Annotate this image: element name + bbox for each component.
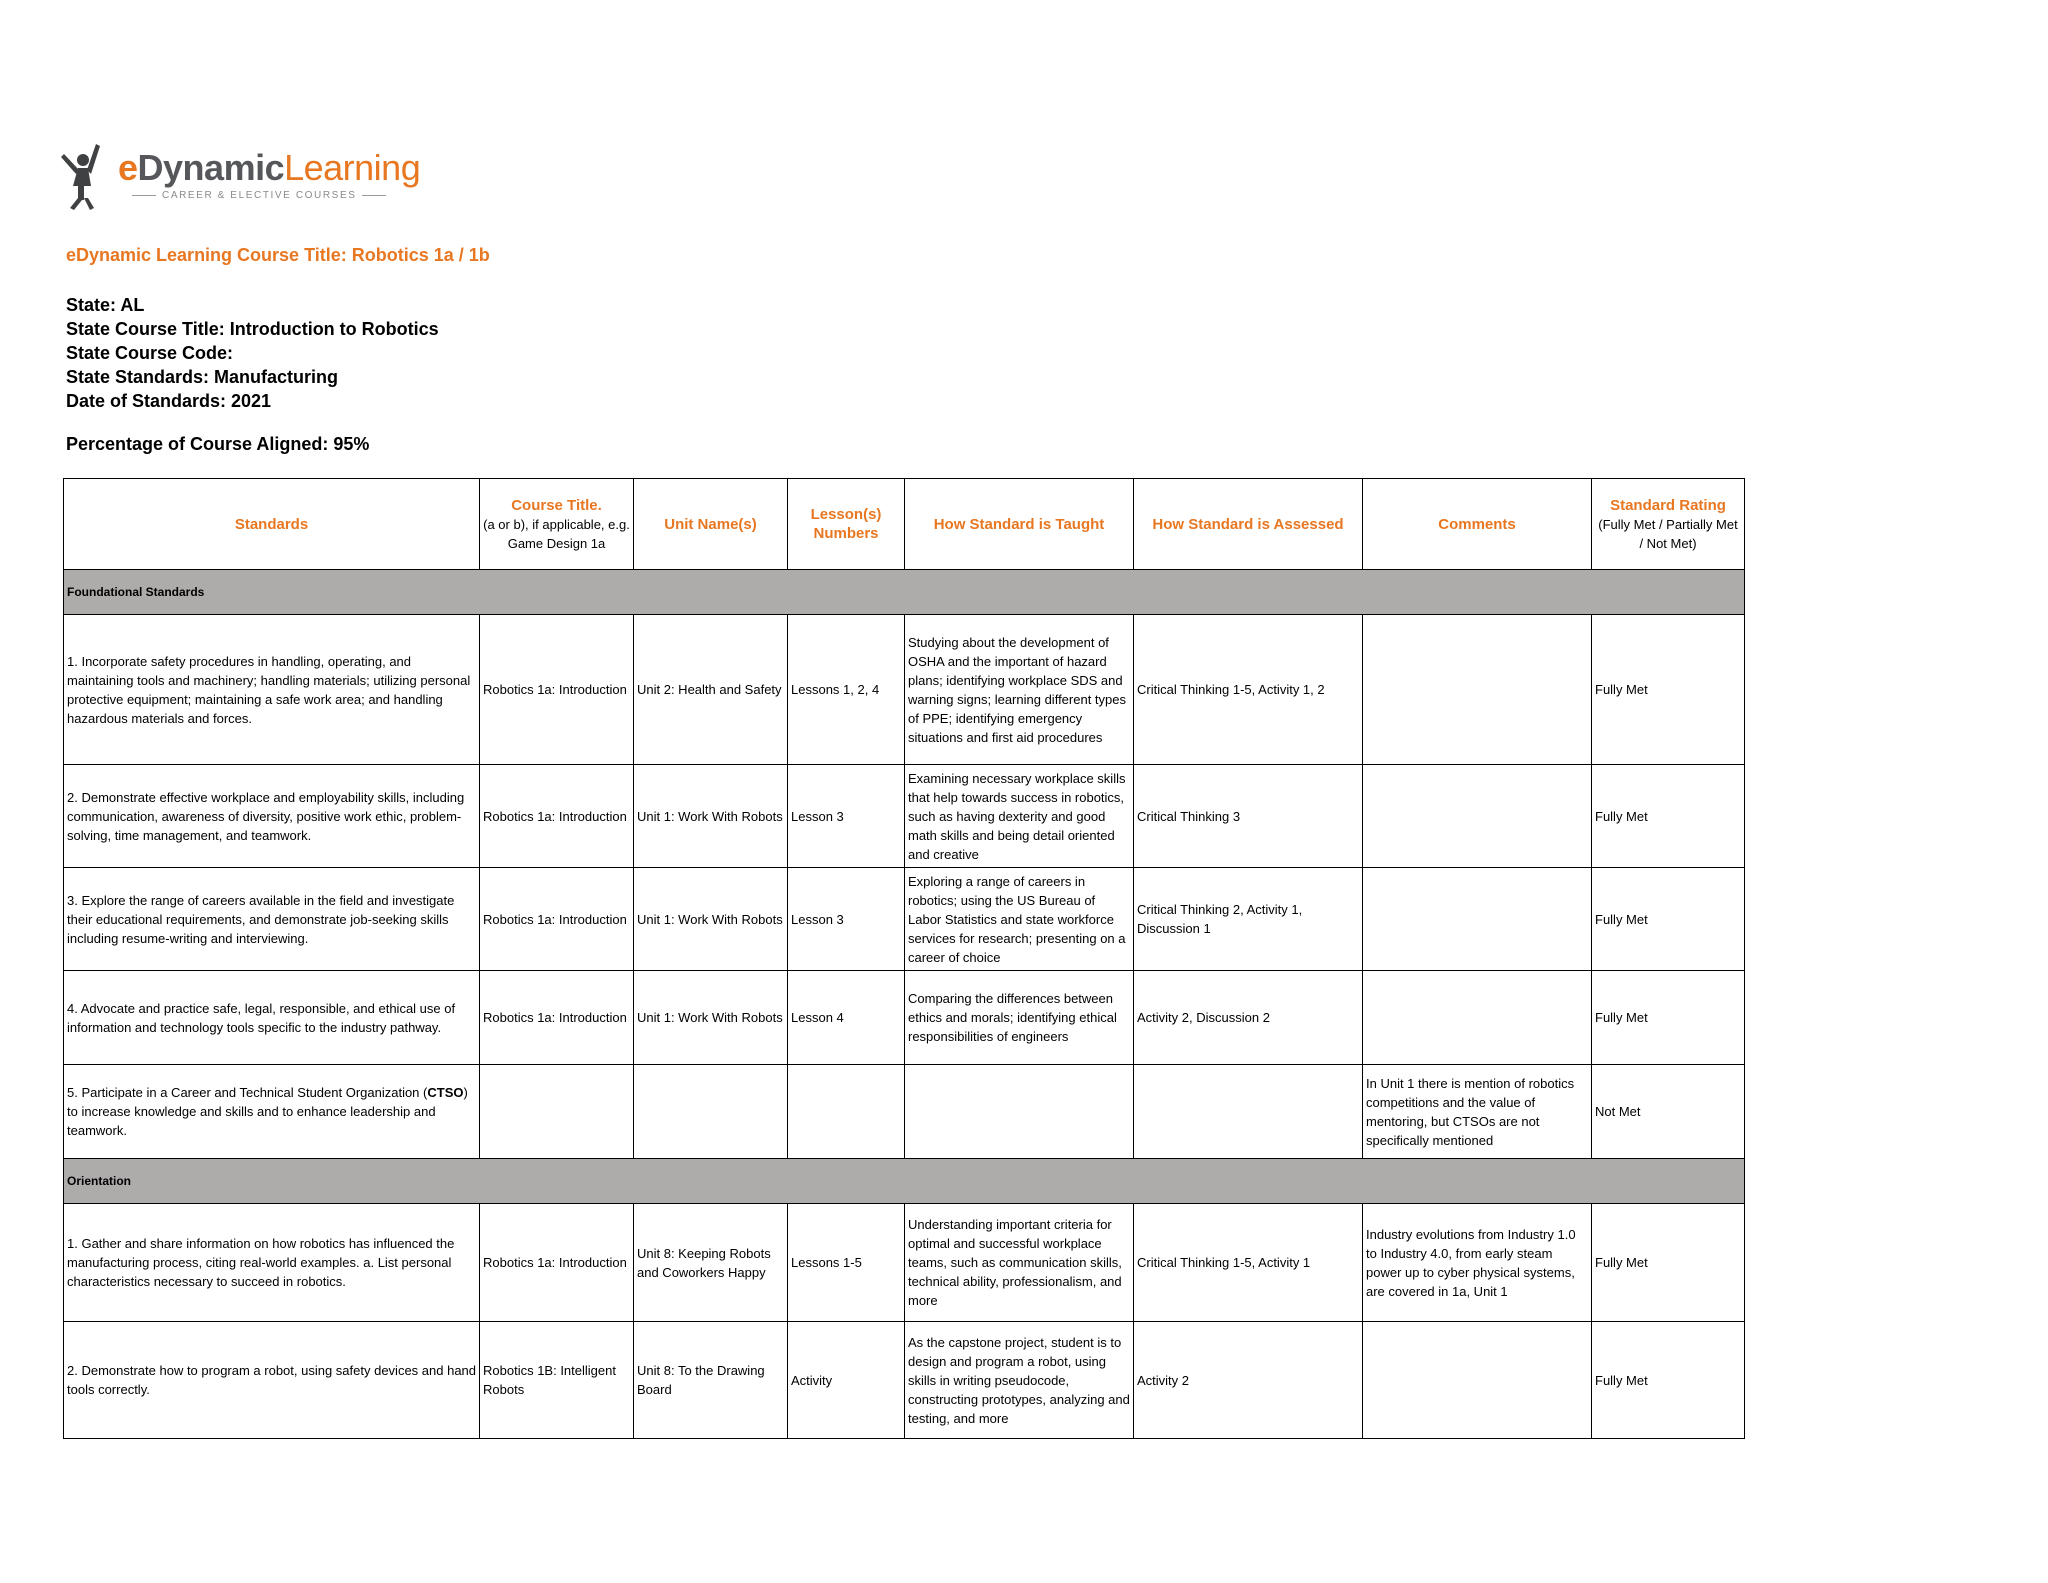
standard-cell: 1. Gather and share information on how robotics has influenced the manufacturing process, citing real-world examples. a. List personal characteristics necessary to succeed in robotics. xyxy=(64,1204,480,1322)
table-row xyxy=(64,615,1745,765)
rating-cell: Fully Met xyxy=(1592,1204,1745,1322)
rating-cell: Fully Met xyxy=(1592,615,1745,765)
lessons-cell: Lesson 4 xyxy=(788,971,905,1065)
course-title: eDynamic Learning Course Title: Robotics 1a / 1b xyxy=(66,245,490,265)
rating-cell: Fully Met xyxy=(1592,1322,1745,1439)
header-lessons: Lesson(s) Numbers xyxy=(788,479,905,570)
lessons-cell: Activity xyxy=(788,1322,905,1439)
header-how-assessed: How Standard is Assessed xyxy=(1134,479,1363,570)
table-row xyxy=(64,765,1745,868)
taught-cell: As the capstone project, student is to design and program a robot, using skills in writing pseudocode, constructing prototypes, analyzing and testing, and more xyxy=(905,1322,1134,1439)
assessed-cell: Critical Thinking 1-5, Activity 1 xyxy=(1134,1204,1363,1322)
header-unit-names: Unit Name(s) xyxy=(634,479,788,570)
course-meta xyxy=(66,293,439,413)
table-row xyxy=(64,1322,1745,1439)
comments-cell xyxy=(1363,971,1592,1065)
unit-cell: Unit 1: Work With Robots xyxy=(634,868,788,971)
section-title: Foundational Standards xyxy=(64,570,1745,615)
logo-tagline: CAREER & ELECTIVE COURSES xyxy=(126,190,392,201)
rating-cell: Not Met xyxy=(1592,1065,1745,1159)
standard-cell: 5. Participate in a Career and Technical Student Organization (CTSO) to increase knowledge and skills and to enhance leadership and teamwork. xyxy=(64,1065,480,1159)
assessed-cell: Activity 2 xyxy=(1134,1322,1363,1439)
course-cell: Robotics 1B: Intelligent Robots xyxy=(480,1322,634,1439)
standard-cell: 1. Incorporate safety procedures in handling, operating, and maintaining tools and machinery; handling materials; utilizing personal protective equipment; maintaining a safe work area; and handling hazardous materials and forces. xyxy=(64,615,480,765)
unit-cell: Unit 1: Work With Robots xyxy=(634,971,788,1065)
taught-cell: Comparing the differences between ethics and morals; identifying ethical responsibilities of engineers xyxy=(905,971,1134,1065)
standard-cell: 4. Advocate and practice safe, legal, responsible, and ethical use of information and technology tools specific to the industry pathway. xyxy=(64,971,480,1065)
lessons-cell xyxy=(788,1065,905,1159)
course-cell: Robotics 1a: Introduction xyxy=(480,765,634,868)
course-cell: Robotics 1a: Introduction xyxy=(480,868,634,971)
course-cell xyxy=(480,1065,634,1159)
logo-wordmark: eDynamicLearning xyxy=(118,147,421,188)
assessed-cell: Critical Thinking 1-5, Activity 1, 2 xyxy=(1134,615,1363,765)
standard-cell: 2. Demonstrate how to program a robot, using safety devices and hand tools correctly. xyxy=(64,1322,480,1439)
standards-table xyxy=(63,478,1745,1439)
taught-cell xyxy=(905,1065,1134,1159)
section-row-orientation xyxy=(64,1159,1745,1204)
lessons-cell: Lessons 1-5 xyxy=(788,1204,905,1322)
taught-cell: Understanding important criteria for optimal and successful workplace teams, such as communication skills, technical ability, professionalism, and more xyxy=(905,1204,1134,1322)
unit-cell: Unit 1: Work With Robots xyxy=(634,765,788,868)
table-row xyxy=(64,868,1745,971)
standard-cell: 2. Demonstrate effective workplace and employability skills, including communication, awareness of diversity, positive work ethic, problem-solving, time management, and teamwork. xyxy=(64,765,480,868)
rating-cell: Fully Met xyxy=(1592,765,1745,868)
course-cell: Robotics 1a: Introduction xyxy=(480,615,634,765)
assessed-cell xyxy=(1134,1065,1363,1159)
header-course-title: Course Title. (a or b), if applicable, e.g. Game Design 1a xyxy=(480,479,634,570)
figure-logo-icon xyxy=(58,142,108,212)
assessed-cell: Critical Thinking 3 xyxy=(1134,765,1363,868)
lessons-cell: Lessons 1, 2, 4 xyxy=(788,615,905,765)
header-how-taught: How Standard is Taught xyxy=(905,479,1134,570)
comments-cell xyxy=(1363,615,1592,765)
unit-cell: Unit 8: To the Drawing Board xyxy=(634,1322,788,1439)
comments-cell xyxy=(1363,1322,1592,1439)
taught-cell: Studying about the development of OSHA and the important of hazard plans; identifying workplace SDS and warning signs; learning different types of PPE; identifying emergency situations and first aid procedures xyxy=(905,615,1134,765)
course-cell: Robotics 1a: Introduction xyxy=(480,1204,634,1322)
state: State: AL xyxy=(66,295,145,315)
table-row xyxy=(64,1065,1745,1159)
lessons-cell: Lesson 3 xyxy=(788,868,905,971)
table-row xyxy=(64,1204,1745,1322)
comments-cell xyxy=(1363,765,1592,868)
comments-cell: Industry evolutions from Industry 1.0 to Industry 4.0, from early steam power up to cyber physical systems, are covered in 1a, Unit 1 xyxy=(1363,1204,1592,1322)
rating-cell: Fully Met xyxy=(1592,868,1745,971)
taught-cell: Examining necessary workplace skills that help towards success in robotics, such as having dexterity and good math skills and being detail oriented and creative xyxy=(905,765,1134,868)
comments-cell xyxy=(1363,868,1592,971)
percentage-aligned: Percentage of Course Aligned: 95% xyxy=(66,434,370,454)
header-standards: Standards xyxy=(64,479,480,570)
state-standards: State Standards: Manufacturing xyxy=(66,367,339,387)
assessed-cell: Critical Thinking 2, Activity 1, Discussion 1 xyxy=(1134,868,1363,971)
lessons-cell: Lesson 3 xyxy=(788,765,905,868)
comments-cell: In Unit 1 there is mention of robotics competitions and the value of mentoring, but CTSOs are not specifically mentioned xyxy=(1363,1065,1592,1159)
assessed-cell: Activity 2, Discussion 2 xyxy=(1134,971,1363,1065)
taught-cell: Exploring a range of careers in robotics; using the US Bureau of Labor Statistics and state workforce services for research; presenting on a career of choice xyxy=(905,868,1134,971)
unit-cell: Unit 2: Health and Safety xyxy=(634,615,788,765)
state-course-code: State Course Code: xyxy=(66,343,234,363)
rating-cell: Fully Met xyxy=(1592,971,1745,1065)
course-cell: Robotics 1a: Introduction xyxy=(480,971,634,1065)
header-rating: Standard Rating (Fully Met / Partially Met / Not Met) xyxy=(1592,479,1745,570)
section-row-foundational xyxy=(64,570,1745,615)
header-row xyxy=(64,479,1745,570)
standard-cell: 3. Explore the range of careers available in the field and investigate their educational requirements, and demonstrate job-seeking skills including resume-writing and interviewing. xyxy=(64,868,480,971)
state-course-title: State Course Title: Introduction to Robotics xyxy=(66,319,439,339)
date-of-standards: Date of Standards: 2021 xyxy=(66,391,272,411)
unit-cell xyxy=(634,1065,788,1159)
unit-cell: Unit 8: Keeping Robots and Coworkers Happy xyxy=(634,1204,788,1322)
header-comments: Comments xyxy=(1363,479,1592,570)
edynamic-learning-logo xyxy=(58,142,421,212)
table-row xyxy=(64,971,1745,1065)
section-title: Orientation xyxy=(64,1159,1745,1204)
